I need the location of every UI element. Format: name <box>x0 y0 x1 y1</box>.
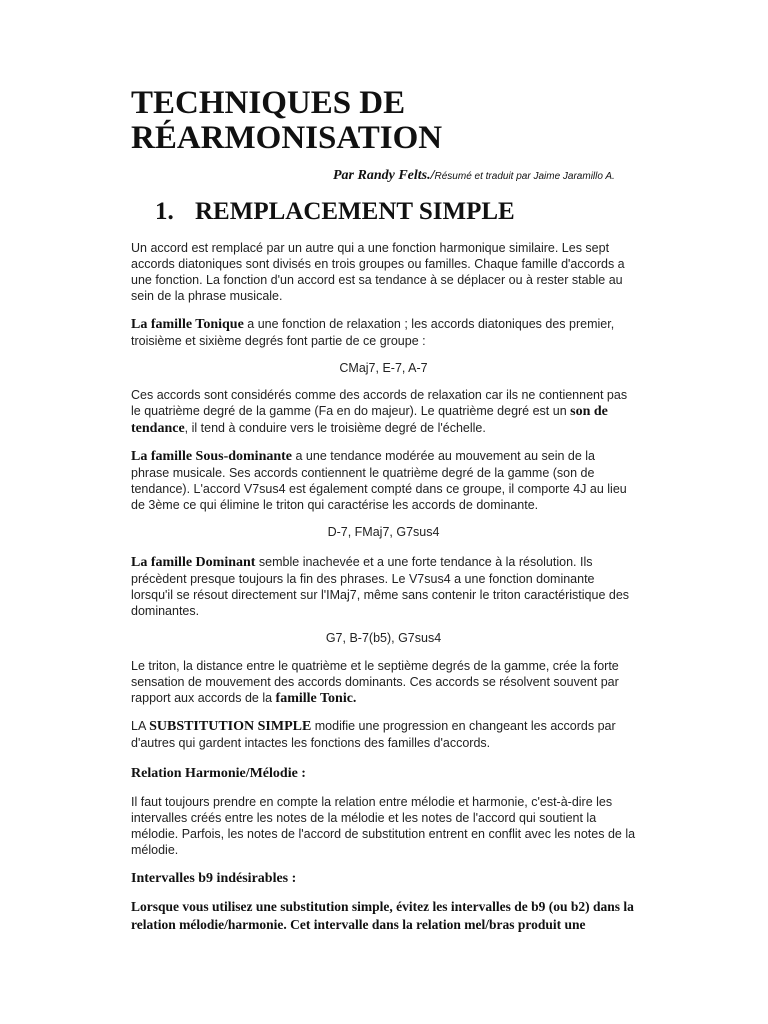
tonic-text: a une fonction de relaxation ; les accords diatoniques des premier, troisième et sixième degrés font partie de ce groupe : <box>131 317 615 348</box>
tonic-paragraph <box>131 316 636 349</box>
tonic-family-term: famille Tonic. <box>275 691 357 706</box>
section-heading <box>155 196 515 228</box>
relaxation-paragraph <box>131 387 636 437</box>
subdominant-text: a une tendance modérée au mouvement au sein de la phrase musicale. Ses accords contiennent le quatrième degré de la gamme (son de tendance). L'accord V7sus4 est également compté dans ce groupe, il comporte 4J au lieu de 3ème ce qui élimine le triton qui caractérise les accords de dominante. <box>131 449 627 512</box>
triton-text: Le triton, la distance entre le quatrième et le septième degrés de la gamme, crée la forte sensation de mouvement des accords dominants. Ces accords se résolvent souvent par rapport aux accords de la <box>131 659 619 705</box>
title-line-1: TECHNIQUES DE <box>131 85 406 121</box>
byline-credit: Résumé et traduit par Jaime Jaramillo A. <box>434 171 615 182</box>
tendency-term: son de tendance <box>131 404 608 436</box>
section-title: REMPLACEMENT SIMPLE <box>195 198 515 225</box>
relaxation-text-2: , il tend à conduire vers le troisième degré de l'échelle. <box>184 421 486 435</box>
byline <box>333 168 753 184</box>
tonic-label: La famille Tonique <box>131 317 244 332</box>
b9-heading: Intervalles b9 indésirables : <box>131 871 297 886</box>
subdominant-label: La famille Sous-dominante <box>131 449 293 464</box>
section-number: 1. <box>155 198 174 225</box>
byline-author: Par Randy Felts./ <box>333 168 435 183</box>
relation-paragraph: Il faut toujours prendre en compte la relation entre mélodie et harmonie, c'est-à-dire les intervalles créés entre les notes de la mélodie et les notes de l'accord qui soutient la mélodie. Parfois, les notes de l'accord de substitution entrent en conflit avec les notes de la mélodie. <box>131 795 636 857</box>
dominant-paragraph <box>131 554 636 619</box>
subdominant-chords: D-7, FMaj7, G7sus4 <box>327 525 440 539</box>
substitution-text: modifie une progression en changeant les accords par d'autres qui gardent intactes les fonctions des familles d'accords. <box>131 719 616 750</box>
b9-paragraph: Lorsque vous utilisez une substitution simple, évitez les intervalles de b9 (ou b2) dans la relation mélodie/harmonie. Cet intervalle dans la relation mel/bras produit une <box>131 899 634 932</box>
tonic-chords: CMaj7, E-7, A-7 <box>339 361 428 375</box>
title-line-2: RÉARMONISATION <box>131 120 443 156</box>
triton-paragraph <box>131 658 636 707</box>
dominant-chords: G7, B-7(b5), G7sus4 <box>325 631 442 645</box>
substitution-paragraph <box>131 718 636 751</box>
dominant-label: La famille Dominant <box>131 555 256 570</box>
relaxation-text-1: Ces accords sont considérés comme des accords de relaxation car ils ne contiennent pas le quatrième degré de la gamme (Fa en do majeur). Le quatrième degré est un <box>131 388 628 418</box>
subdominant-paragraph <box>131 448 636 513</box>
intro-paragraph: Un accord est remplacé par un autre qui a une fonction harmonique similaire. Les sept accords diatoniques sont divisés en trois groupes ou familles. Chaque famille d'accords a une fonction. La fonction d'un accord est sa tendance à se déplacer ou à rester stable au sein de la phrase musicale. <box>131 241 625 303</box>
document-title <box>131 86 691 156</box>
relation-heading: Relation Harmonie/Mélodie : <box>131 766 306 781</box>
dominant-text: semble inachevée et a une forte tendance à la résolution. Ils précèdent presque toujours la fin des phrases. Le V7sus4 a une fonction dominante lorsqu'il se résout directement sur l'IMaj7, même sans contenir le triton caractéristique des dominantes. <box>131 555 630 618</box>
substitution-term: SUBSTITUTION SIMPLE <box>149 719 312 734</box>
substitution-prefix: LA <box>131 719 150 733</box>
